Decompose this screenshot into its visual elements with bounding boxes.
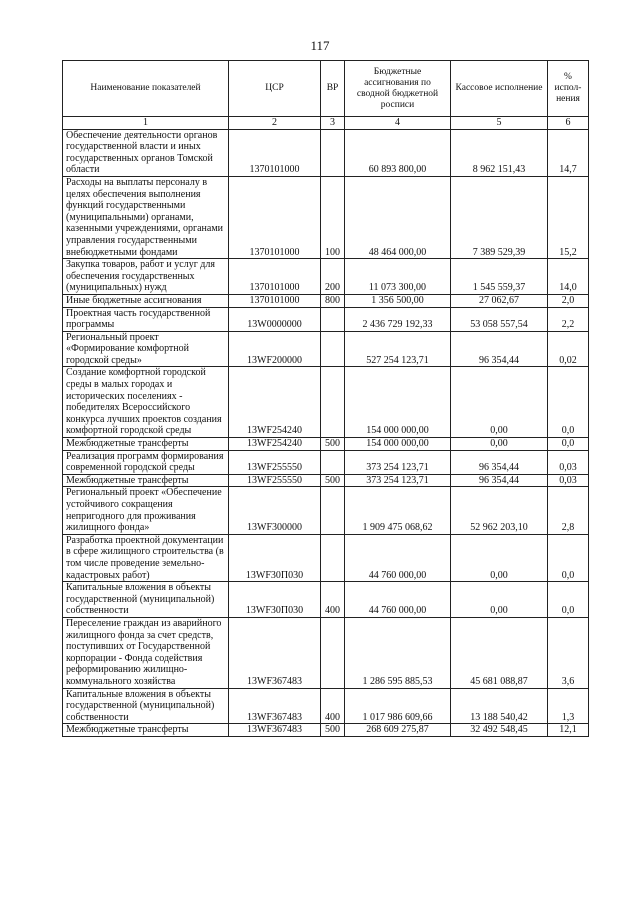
cell-name: Капитальные вложения в объекты государственной (муниципальной) собственности bbox=[63, 688, 229, 724]
cell-csr: 1370101000 bbox=[229, 259, 321, 295]
cell-budget: 1 909 475 068,62 bbox=[345, 487, 451, 534]
cell-vr bbox=[321, 450, 345, 474]
cell-vr: 200 bbox=[321, 259, 345, 295]
header-cash: Кассовое исполнение bbox=[451, 61, 548, 117]
cell-budget: 373 254 123,71 bbox=[345, 474, 451, 487]
cell-vr: 400 bbox=[321, 688, 345, 724]
cell-pct: 12,1 bbox=[548, 724, 589, 737]
cell-cash: 45 681 088,87 bbox=[451, 617, 548, 688]
cell-name: Закупка товаров, работ и услуг для обеспечения государственных (муниципальных) нужд bbox=[63, 259, 229, 295]
col-number: 3 bbox=[321, 117, 345, 130]
cell-csr: 1370101000 bbox=[229, 294, 321, 307]
cell-budget: 11 073 300,00 bbox=[345, 259, 451, 295]
cell-vr: 500 bbox=[321, 474, 345, 487]
table-row bbox=[63, 534, 589, 581]
cell-budget: 1 017 986 609,66 bbox=[345, 688, 451, 724]
header-vr: ВР bbox=[321, 61, 345, 117]
cell-cash: 7 389 529,39 bbox=[451, 176, 548, 258]
cell-cash: 53 058 557,54 bbox=[451, 307, 548, 331]
cell-pct: 15,2 bbox=[548, 176, 589, 258]
cell-budget: 1 286 595 885,53 bbox=[345, 617, 451, 688]
cell-csr: 1370101000 bbox=[229, 176, 321, 258]
cell-pct: 2,2 bbox=[548, 307, 589, 331]
cell-pct: 0,0 bbox=[548, 582, 589, 618]
cell-name: Региональный проект «Формирование комфортной городской среды» bbox=[63, 331, 229, 367]
table-row bbox=[63, 259, 589, 295]
cell-name: Разработка проектной документации в сфере жилищного строительства (в том числе проведение земельно-кадастровых работ) bbox=[63, 534, 229, 581]
cell-vr: 100 bbox=[321, 176, 345, 258]
header-pct: % испол-нения bbox=[548, 61, 589, 117]
cell-name: Переселение граждан из аварийного жилищного фонда за счет средств, поступивших от Государственной корпорации - Фонда содействия реформированию жилищно-коммунального хозяйства bbox=[63, 617, 229, 688]
cell-vr bbox=[321, 617, 345, 688]
cell-csr: 13WF254240 bbox=[229, 438, 321, 451]
cell-pct: 2,8 bbox=[548, 487, 589, 534]
cell-pct: 0,03 bbox=[548, 450, 589, 474]
cell-csr: 13W0000000 bbox=[229, 307, 321, 331]
cell-budget: 1 356 500,00 bbox=[345, 294, 451, 307]
table-row bbox=[63, 487, 589, 534]
budget-table bbox=[62, 60, 589, 737]
cell-pct: 0,0 bbox=[548, 367, 589, 438]
header-row bbox=[63, 61, 589, 117]
cell-pct: 0,0 bbox=[548, 534, 589, 581]
table-row bbox=[63, 724, 589, 737]
cell-name: Реализация программ формирования современной городской среды bbox=[63, 450, 229, 474]
cell-name: Региональный проект «Обеспечение устойчивого сокращения непригодного для проживания жилищного фонда» bbox=[63, 487, 229, 534]
cell-pct: 3,6 bbox=[548, 617, 589, 688]
cell-csr: 13WF300000 bbox=[229, 487, 321, 534]
cell-vr bbox=[321, 129, 345, 176]
cell-pct: 14,0 bbox=[548, 259, 589, 295]
cell-name: Обеспечение деятельности органов государственной власти и иных государственных органов Томской области bbox=[63, 129, 229, 176]
cell-name: Расходы на выплаты персоналу в целях обеспечения выполнения функций государственными (муниципальными) органами, казенными учреждениями, органами управления государственными внебюджетными фондами bbox=[63, 176, 229, 258]
table-row bbox=[63, 582, 589, 618]
cell-csr: 13WF367483 bbox=[229, 617, 321, 688]
table-row bbox=[63, 450, 589, 474]
cell-cash: 8 962 151,43 bbox=[451, 129, 548, 176]
cell-cash: 0,00 bbox=[451, 438, 548, 451]
cell-budget: 373 254 123,71 bbox=[345, 450, 451, 474]
cell-csr: 13WF367483 bbox=[229, 688, 321, 724]
column-number-row bbox=[63, 117, 589, 130]
page-number: 117 bbox=[310, 38, 330, 53]
cell-pct: 0,03 bbox=[548, 474, 589, 487]
cell-vr: 500 bbox=[321, 724, 345, 737]
cell-name: Межбюджетные трансферты bbox=[63, 724, 229, 737]
table-row bbox=[63, 331, 589, 367]
cell-vr bbox=[321, 534, 345, 581]
cell-budget: 44 760 000,00 bbox=[345, 582, 451, 618]
cell-budget: 154 000 000,00 bbox=[345, 367, 451, 438]
cell-pct: 1,3 bbox=[548, 688, 589, 724]
table-row bbox=[63, 617, 589, 688]
cell-budget: 60 893 800,00 bbox=[345, 129, 451, 176]
cell-budget: 154 000 000,00 bbox=[345, 438, 451, 451]
cell-csr: 13WF200000 bbox=[229, 331, 321, 367]
cell-vr bbox=[321, 367, 345, 438]
cell-vr bbox=[321, 487, 345, 534]
cell-vr: 800 bbox=[321, 294, 345, 307]
cell-budget: 48 464 000,00 bbox=[345, 176, 451, 258]
cell-cash: 96 354,44 bbox=[451, 450, 548, 474]
cell-budget: 527 254 123,71 bbox=[345, 331, 451, 367]
col-number: 6 bbox=[548, 117, 589, 130]
cell-csr: 13WF255550 bbox=[229, 450, 321, 474]
cell-vr: 500 bbox=[321, 438, 345, 451]
cell-name: Иные бюджетные ассигнования bbox=[63, 294, 229, 307]
cell-pct: 0,02 bbox=[548, 331, 589, 367]
table-row bbox=[63, 688, 589, 724]
cell-pct: 14,7 bbox=[548, 129, 589, 176]
cell-cash: 1 545 559,37 bbox=[451, 259, 548, 295]
cell-cash: 96 354,44 bbox=[451, 331, 548, 367]
table-row bbox=[63, 474, 589, 487]
cell-budget: 2 436 729 192,33 bbox=[345, 307, 451, 331]
cell-name: Межбюджетные трансферты bbox=[63, 474, 229, 487]
table-row bbox=[63, 294, 589, 307]
col-number: 4 bbox=[345, 117, 451, 130]
table-row bbox=[63, 129, 589, 176]
cell-cash: 32 492 548,45 bbox=[451, 724, 548, 737]
col-number: 1 bbox=[63, 117, 229, 130]
cell-name: Капитальные вложения в объекты государственной (муниципальной) собственности bbox=[63, 582, 229, 618]
cell-pct: 2,0 bbox=[548, 294, 589, 307]
table-row bbox=[63, 307, 589, 331]
cell-cash: 96 354,44 bbox=[451, 474, 548, 487]
cell-cash: 0,00 bbox=[451, 534, 548, 581]
header-csr: ЦСР bbox=[229, 61, 321, 117]
cell-vr bbox=[321, 307, 345, 331]
cell-name: Проектная часть государственной программы bbox=[63, 307, 229, 331]
col-number: 2 bbox=[229, 117, 321, 130]
cell-csr: 13WF30П030 bbox=[229, 582, 321, 618]
cell-cash: 52 962 203,10 bbox=[451, 487, 548, 534]
cell-cash: 13 188 540,42 bbox=[451, 688, 548, 724]
cell-csr: 1370101000 bbox=[229, 129, 321, 176]
cell-name: Межбюджетные трансферты bbox=[63, 438, 229, 451]
col-number: 5 bbox=[451, 117, 548, 130]
table-row bbox=[63, 438, 589, 451]
cell-cash: 0,00 bbox=[451, 582, 548, 618]
cell-pct: 0,0 bbox=[548, 438, 589, 451]
cell-csr: 13WF30П030 bbox=[229, 534, 321, 581]
cell-csr: 13WF367483 bbox=[229, 724, 321, 737]
header-budget: Бюджетные ассигнования по сводной бюджетной росписи bbox=[345, 61, 451, 117]
table-row bbox=[63, 367, 589, 438]
cell-cash: 27 062,67 bbox=[451, 294, 548, 307]
cell-vr bbox=[321, 331, 345, 367]
cell-csr: 13WF255550 bbox=[229, 474, 321, 487]
header-name: Наименование показателей bbox=[63, 61, 229, 117]
cell-budget: 44 760 000,00 bbox=[345, 534, 451, 581]
cell-vr: 400 bbox=[321, 582, 345, 618]
table-row bbox=[63, 176, 589, 258]
cell-name: Создание комфортной городской среды в малых городах и исторических поселениях - победителях Всероссийского конкурса лучших проектов создания комфортной городской среды bbox=[63, 367, 229, 438]
cell-budget: 268 609 275,87 bbox=[345, 724, 451, 737]
cell-cash: 0,00 bbox=[451, 367, 548, 438]
cell-csr: 13WF254240 bbox=[229, 367, 321, 438]
